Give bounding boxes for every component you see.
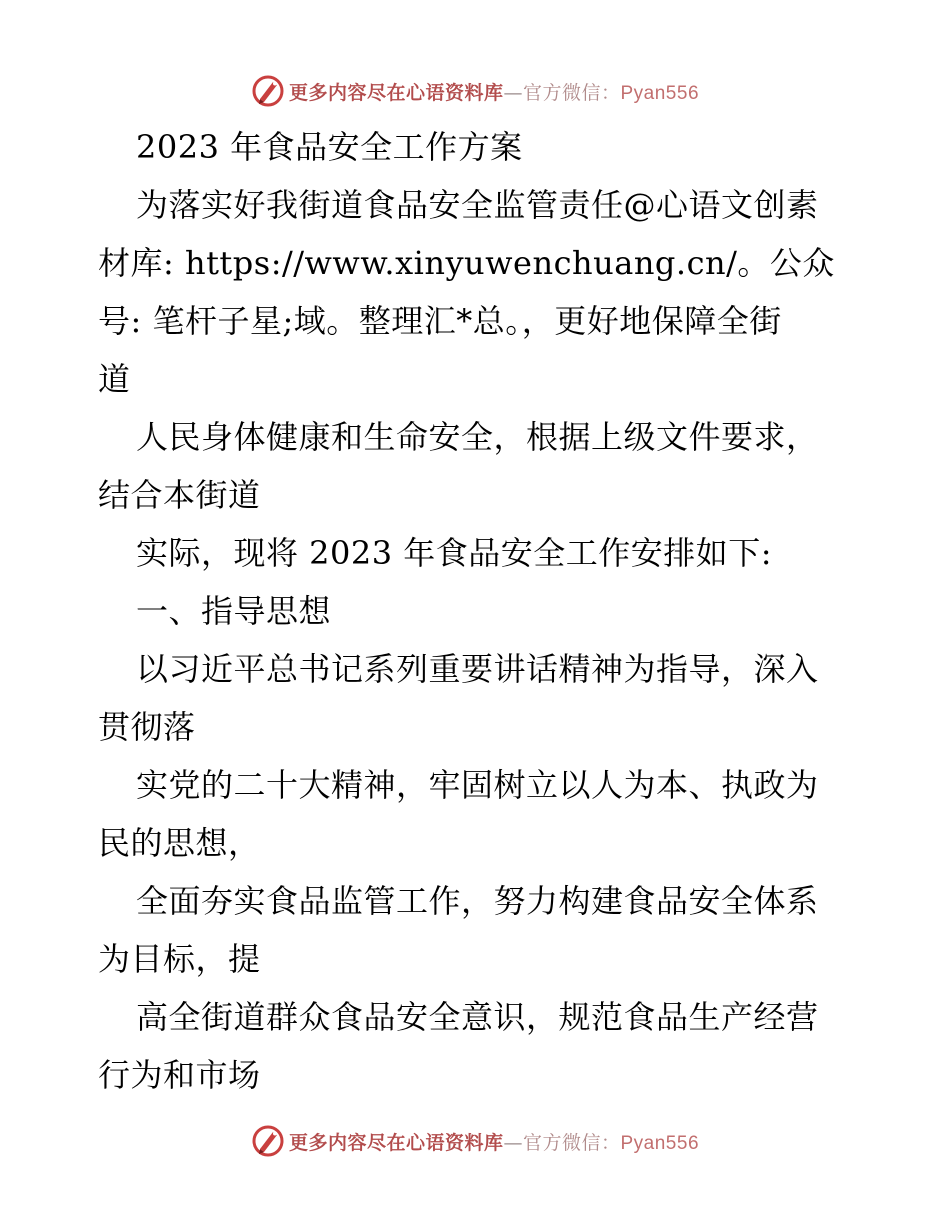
paragraph-line: 结合本街道 xyxy=(98,476,261,514)
paragraph-line: 道 xyxy=(98,360,131,398)
paragraph-line: 以习近平总书记系列重要讲话精神为指导，深入 xyxy=(136,650,819,688)
header-wechat-label: 官方微信： xyxy=(522,81,621,104)
paragraph-line: 为目标，提 xyxy=(98,940,261,978)
header-banner-separator: — xyxy=(503,81,523,104)
header-wechat-id: Pyan556 xyxy=(620,82,700,104)
header-banner-title: 更多内容尽在心语资料库 xyxy=(288,81,504,104)
footer-wechat-label: 官方微信： xyxy=(522,1131,621,1154)
footer-banner-separator: — xyxy=(503,1131,523,1154)
paragraph-line: 为落实好我街道食品安全监管责任@心语文创素 xyxy=(136,186,819,224)
footer-banner-title: 更多内容尽在心语资料库 xyxy=(288,1131,504,1154)
paragraph-line: 贯彻落 xyxy=(98,708,196,746)
header-banner-content xyxy=(251,71,699,111)
section-heading: 一、指导思想 xyxy=(136,592,332,630)
paragraph-line: 全面夯实食品监管工作，努力构建食品安全体系 xyxy=(136,882,819,920)
paragraph-line: 实际，现将 2023 年食品安全工作安排如下: xyxy=(136,534,773,572)
paragraph-line: 人民身体健康和生命安全，根据上级文件要求， xyxy=(136,418,819,456)
footer-banner-text xyxy=(289,1128,699,1155)
document-title: 2023 年食品安全工作方案 xyxy=(136,128,523,166)
header-banner xyxy=(0,71,950,111)
paragraph-line: 材库: https://www.xinyuwenchuang.cn/。公众 xyxy=(98,244,835,282)
footer-banner-content xyxy=(251,1121,699,1161)
paragraph-line: 高全街道群众食品安全意识，规范食品生产经营 xyxy=(136,998,819,1036)
pen-logo-icon xyxy=(251,74,285,108)
pen-logo-icon xyxy=(251,1124,285,1158)
paragraph-line: 实党的二十大精神，牢固树立以人为本、执政为 xyxy=(136,766,819,804)
footer-banner xyxy=(0,1121,950,1161)
footer-wechat-id: Pyan556 xyxy=(620,1132,700,1154)
paragraph-line: 行为和市场 xyxy=(98,1056,261,1094)
paragraph-line: 民的思想， xyxy=(98,824,261,862)
paragraph-line: 号: 笔杆子星;域。整理汇*总。，更好地保障全街 xyxy=(98,302,782,340)
header-banner-text xyxy=(289,78,699,105)
document-body xyxy=(98,118,858,1104)
